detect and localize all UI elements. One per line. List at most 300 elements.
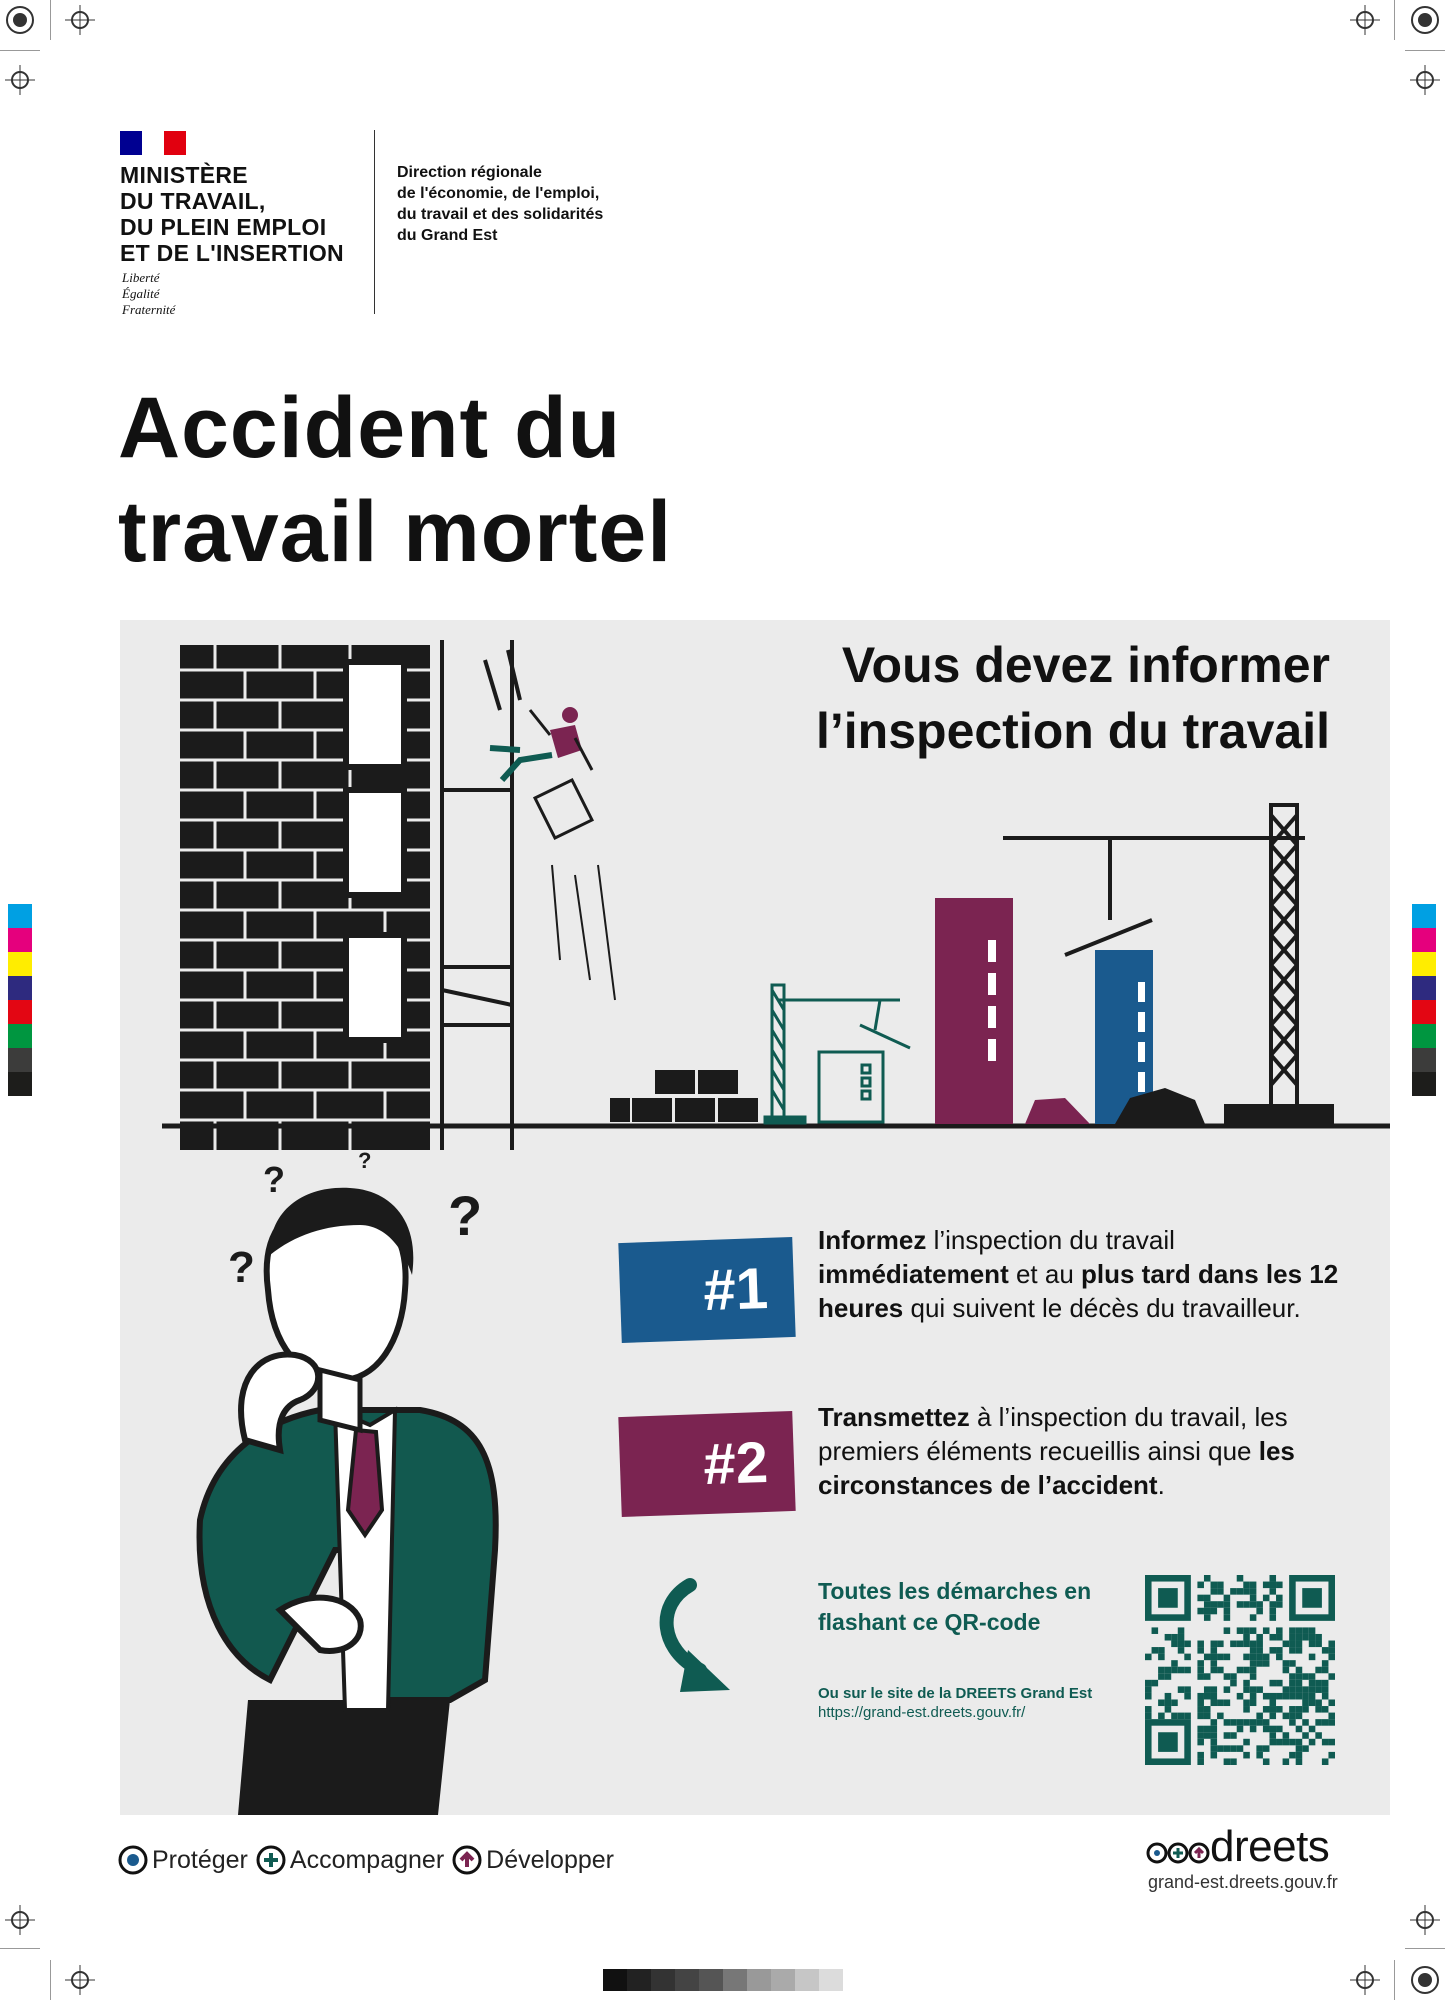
qr-module	[1276, 1726, 1283, 1733]
qr-module	[1322, 1667, 1329, 1674]
qr-module	[1158, 1647, 1165, 1654]
qr-module	[1276, 1680, 1283, 1687]
qr-module	[1263, 1758, 1270, 1765]
qr-module	[1184, 1713, 1191, 1720]
qr-module	[1197, 1673, 1204, 1680]
qr-module	[1322, 1758, 1329, 1765]
qr-module	[1204, 1706, 1211, 1713]
qr-module	[1204, 1608, 1211, 1615]
qr-module	[1243, 1686, 1250, 1693]
qr-module	[1171, 1713, 1178, 1720]
qr-module	[1165, 1706, 1172, 1713]
crop-line	[50, 1960, 51, 2000]
registration-mark-icon	[1350, 1965, 1380, 1995]
qr-module	[1289, 1719, 1296, 1726]
qr-module	[1322, 1739, 1329, 1746]
qr-module	[1197, 1647, 1204, 1654]
qr-module	[1211, 1745, 1218, 1752]
qr-module	[1165, 1634, 1172, 1641]
step-text-bold: plus tard dans les 12 heures	[818, 1259, 1339, 1323]
qr-module	[1289, 1713, 1296, 1720]
qr-module	[1263, 1719, 1270, 1726]
crop-line	[1405, 1948, 1445, 1949]
qr-module	[1315, 1706, 1322, 1713]
qr-module	[1211, 1660, 1218, 1667]
qr-module	[1230, 1745, 1237, 1752]
step-2-text	[818, 1400, 1358, 1502]
qr-module	[1263, 1726, 1270, 1733]
qr-module	[1289, 1641, 1296, 1648]
qr-module	[1243, 1601, 1250, 1608]
qr-module	[1309, 1634, 1316, 1641]
qr-module	[1256, 1686, 1263, 1693]
qr-module	[1328, 1713, 1335, 1720]
crop-line	[1394, 1960, 1395, 2000]
qr-module	[1158, 1667, 1165, 1674]
qr-module	[1145, 1686, 1152, 1693]
site-link[interactable]: https://grand-est.dreets.gouv.fr/	[818, 1704, 1026, 1721]
qr-module	[1230, 1588, 1237, 1595]
qr-module	[1237, 1627, 1244, 1634]
qr-module	[1309, 1673, 1316, 1680]
qr-module	[1276, 1595, 1283, 1602]
qr-module	[1197, 1726, 1204, 1733]
qr-module	[1263, 1595, 1270, 1602]
qr-module	[1302, 1634, 1309, 1641]
qr-module	[1204, 1595, 1211, 1602]
qr-module	[1152, 1680, 1159, 1687]
qr-module	[1250, 1660, 1257, 1667]
brick-wall	[180, 645, 430, 1150]
qr-module	[1237, 1641, 1244, 1648]
qr-module	[1269, 1693, 1276, 1700]
qr-module	[1224, 1686, 1231, 1693]
qr-module	[1276, 1627, 1283, 1634]
qr-module	[1217, 1601, 1224, 1608]
qr-module	[1309, 1654, 1316, 1661]
qr-module	[1283, 1660, 1290, 1667]
qr-module	[1256, 1634, 1263, 1641]
qr-module	[1237, 1667, 1244, 1674]
qr-module	[1263, 1745, 1270, 1752]
color-bar-left	[8, 904, 32, 1096]
qr-module	[1263, 1693, 1270, 1700]
qr-module	[1269, 1732, 1276, 1739]
qr-module	[1230, 1719, 1237, 1726]
qr-module	[1230, 1680, 1237, 1687]
qr-module	[1158, 1654, 1165, 1661]
qr-module	[1296, 1641, 1303, 1648]
step-1-text	[818, 1223, 1358, 1325]
qr-module	[1217, 1588, 1224, 1595]
qr-module	[1322, 1660, 1329, 1667]
qr-module	[1269, 1726, 1276, 1733]
qr-module	[1302, 1706, 1309, 1713]
qr-code[interactable]	[1145, 1575, 1335, 1765]
qr-module	[1204, 1673, 1211, 1680]
crop-line	[50, 0, 51, 40]
crop-line	[1405, 50, 1445, 51]
qr-module	[1204, 1654, 1211, 1661]
qr-module	[1315, 1667, 1322, 1674]
qr-module	[1224, 1654, 1231, 1661]
qr-module	[1302, 1699, 1309, 1706]
qr-module	[1243, 1667, 1250, 1674]
qr-call-to-action: Toutes les démarches en flashant ce QR-code	[818, 1578, 1092, 1635]
qr-module	[1309, 1739, 1316, 1746]
qr-module	[1184, 1693, 1191, 1700]
qr-module	[1322, 1693, 1329, 1700]
qr-module	[1302, 1719, 1309, 1726]
qr-module	[1256, 1641, 1263, 1648]
qr-module	[1283, 1713, 1290, 1720]
qr-module	[1289, 1673, 1296, 1680]
qr-module	[1243, 1699, 1250, 1706]
qr-module	[1211, 1726, 1218, 1733]
qr-module	[1269, 1575, 1276, 1582]
qr-module	[1224, 1608, 1231, 1615]
qr-module	[1197, 1582, 1204, 1589]
qr-finder-center	[1158, 1732, 1178, 1752]
qr-module	[1328, 1739, 1335, 1746]
dreets-url[interactable]: grand-est.dreets.gouv.fr	[1148, 1872, 1338, 1892]
qr-module	[1276, 1739, 1283, 1746]
qr-module	[1309, 1726, 1316, 1733]
qr-module	[1197, 1595, 1204, 1602]
subheading-line: Vous devez informer	[841, 637, 1330, 693]
qr-module	[1230, 1732, 1237, 1739]
qr-module	[1269, 1634, 1276, 1641]
qr-module	[1276, 1601, 1283, 1608]
step-text: .	[1157, 1470, 1165, 1500]
qr-module	[1243, 1739, 1250, 1746]
qr-module	[1243, 1680, 1250, 1687]
block-stack	[610, 1070, 758, 1122]
qr-module	[1204, 1693, 1211, 1700]
qr-module	[1296, 1752, 1303, 1759]
qr-module	[1217, 1667, 1224, 1674]
qr-module	[1243, 1627, 1250, 1634]
qr-module	[1250, 1699, 1257, 1706]
qr-module	[1184, 1667, 1191, 1674]
qr-module	[1328, 1752, 1335, 1759]
qr-module	[1145, 1680, 1152, 1687]
qr-module	[1315, 1641, 1322, 1648]
qr-module	[1276, 1693, 1283, 1700]
qr-module	[1178, 1647, 1185, 1654]
qr-module	[1237, 1719, 1244, 1726]
qr-module	[1302, 1693, 1309, 1700]
qr-module	[1283, 1758, 1290, 1765]
plus-icon	[256, 1845, 286, 1875]
qr-module	[1289, 1627, 1296, 1634]
svg-text:?: ?	[358, 1148, 372, 1173]
qr-module	[1145, 1706, 1152, 1713]
qr-module	[1289, 1706, 1296, 1713]
qr-module	[1283, 1641, 1290, 1648]
qr-module	[1296, 1739, 1303, 1746]
qr-module	[1315, 1686, 1322, 1693]
qr-module	[1230, 1641, 1237, 1648]
qr-module	[1269, 1582, 1276, 1589]
qr-module	[1256, 1719, 1263, 1726]
qr-module	[1204, 1601, 1211, 1608]
qr-module	[1296, 1713, 1303, 1720]
qr-module	[1328, 1641, 1335, 1648]
step-text: et au	[1008, 1259, 1082, 1289]
ministry-line: ET DE L'INSERTION	[120, 240, 344, 266]
dreets-wordmark: dreets	[1210, 1822, 1330, 1871]
republic-motto	[122, 270, 175, 318]
registration-mark-icon	[5, 5, 35, 35]
qr-module	[1158, 1699, 1165, 1706]
step-2-badge	[618, 1411, 795, 1517]
qr-module	[1302, 1627, 1309, 1634]
qr-module	[1283, 1667, 1290, 1674]
qr-module	[1328, 1699, 1335, 1706]
registration-mark-icon	[1410, 5, 1440, 35]
qr-module	[1224, 1719, 1231, 1726]
qr-module	[1250, 1673, 1257, 1680]
step-text-bold: les circonstances de l’accident	[818, 1436, 1295, 1500]
qr-module	[1224, 1745, 1231, 1752]
qr-module	[1171, 1641, 1178, 1648]
qr-module	[1243, 1752, 1250, 1759]
qr-module	[1250, 1719, 1257, 1726]
qr-module	[1243, 1641, 1250, 1648]
qr-module	[1296, 1634, 1303, 1641]
qr-module	[1256, 1745, 1263, 1752]
qr-module	[1296, 1673, 1303, 1680]
qr-module	[1309, 1686, 1316, 1693]
qr-module	[1269, 1739, 1276, 1746]
qr-module	[1263, 1654, 1270, 1661]
qr-module	[1328, 1719, 1335, 1726]
qr-module	[1269, 1699, 1276, 1706]
qr-finder-center	[1302, 1588, 1322, 1608]
qr-module	[1302, 1673, 1309, 1680]
qr-module	[1178, 1634, 1185, 1641]
qr-module	[1283, 1686, 1290, 1693]
qr-module	[1289, 1686, 1296, 1693]
qr-module	[1269, 1588, 1276, 1595]
qr-module	[1158, 1713, 1165, 1720]
qr-module	[1276, 1634, 1283, 1641]
qr-module	[1276, 1706, 1283, 1713]
page-title	[118, 376, 672, 584]
small-crane	[765, 985, 910, 1123]
qr-module	[1197, 1641, 1204, 1648]
qr-module	[1289, 1752, 1296, 1759]
qr-module	[1211, 1699, 1218, 1706]
step-text: à l’inspection du travail, les premiers éléments recueillis ainsi que	[818, 1402, 1288, 1466]
step-text-bold: Informez	[818, 1225, 927, 1255]
qr-module	[1243, 1588, 1250, 1595]
qr-module	[1197, 1693, 1204, 1700]
qr-module	[1211, 1732, 1218, 1739]
qr-module	[1250, 1667, 1257, 1674]
qr-module	[1211, 1752, 1218, 1759]
qr-module	[1256, 1713, 1263, 1720]
qr-module	[1237, 1745, 1244, 1752]
qr-module	[1250, 1641, 1257, 1648]
header-divider	[374, 130, 375, 314]
crop-line	[0, 50, 40, 51]
qr-module	[1322, 1686, 1329, 1693]
step-text: l’inspection du travail	[926, 1225, 1175, 1255]
qr-module	[1243, 1654, 1250, 1661]
qr-module	[1243, 1634, 1250, 1641]
qr-module	[1250, 1693, 1257, 1700]
qr-module	[1269, 1601, 1276, 1608]
qr-module	[1178, 1713, 1185, 1720]
footer-tags	[118, 1845, 622, 1875]
qr-module	[1269, 1713, 1276, 1720]
qr-module	[1211, 1641, 1218, 1648]
qr-module	[1289, 1634, 1296, 1641]
qr-module	[1165, 1673, 1172, 1680]
qr-module	[1296, 1680, 1303, 1687]
qr-module	[1256, 1647, 1263, 1654]
qr-module	[1230, 1758, 1237, 1765]
qr-module	[1197, 1713, 1204, 1720]
qr-module	[1217, 1699, 1224, 1706]
step-1-badge	[618, 1237, 795, 1343]
qr-module	[1315, 1699, 1322, 1706]
qr-module	[1250, 1647, 1257, 1654]
qr-module	[1197, 1758, 1204, 1765]
qr-module	[1250, 1595, 1257, 1602]
qr-module	[1309, 1641, 1316, 1648]
qr-module	[1217, 1654, 1224, 1661]
svg-text:?: ?	[263, 1159, 285, 1200]
qr-module	[1152, 1647, 1159, 1654]
step-text-bold: Transmettez	[818, 1402, 970, 1432]
registration-mark-icon	[1410, 1905, 1440, 1935]
qr-module	[1211, 1608, 1218, 1615]
qr-module	[1296, 1693, 1303, 1700]
qr-module	[1224, 1614, 1231, 1621]
qr-module	[1302, 1732, 1309, 1739]
qr-module	[1296, 1627, 1303, 1634]
qr-module	[1263, 1627, 1270, 1634]
qr-module	[1328, 1654, 1335, 1661]
title-line: Accident du	[118, 380, 622, 476]
direction-line: Direction régionale	[397, 164, 542, 181]
qr-module	[1289, 1680, 1296, 1687]
qr-module	[1211, 1719, 1218, 1726]
qr-module	[1217, 1582, 1224, 1589]
footer-tag-proteger	[118, 1845, 248, 1875]
scaffolding	[442, 640, 520, 1150]
motto-line: Liberté	[122, 270, 160, 285]
qr-module	[1224, 1758, 1231, 1765]
qr-module	[1178, 1627, 1185, 1634]
qr-module	[1263, 1706, 1270, 1713]
motto-line: Fraternité	[122, 302, 176, 317]
registration-mark-icon	[65, 5, 95, 35]
registration-mark-icon	[1410, 1965, 1440, 1995]
qr-module	[1302, 1686, 1309, 1693]
qr-module	[1211, 1654, 1218, 1661]
qr-module	[1250, 1686, 1257, 1693]
qr-finder-center	[1158, 1588, 1178, 1608]
site-label: Ou sur le site de la DREETS Grand Est	[818, 1685, 1093, 1702]
qr-module	[1204, 1614, 1211, 1621]
qr-module	[1145, 1713, 1152, 1720]
qr-module	[1243, 1582, 1250, 1589]
qr-module	[1315, 1680, 1322, 1687]
qr-module	[1309, 1693, 1316, 1700]
ministry-line: DU PLEIN EMPLOI	[120, 214, 327, 240]
title-line: travail mortel	[118, 484, 673, 580]
qr-module	[1204, 1726, 1211, 1733]
qr-module	[1296, 1758, 1303, 1765]
step-2-badge-label: #2	[702, 1429, 770, 1497]
qr-module	[1152, 1627, 1159, 1634]
qr-module	[1269, 1647, 1276, 1654]
qr-module	[1269, 1680, 1276, 1687]
qr-module	[1197, 1608, 1204, 1615]
qr-module	[1276, 1654, 1283, 1661]
qr-module	[1224, 1699, 1231, 1706]
qr-module	[1256, 1660, 1263, 1667]
step-text-bold: immédiatement	[818, 1259, 1009, 1289]
qr-module	[1211, 1739, 1218, 1746]
subheading	[760, 632, 1330, 764]
qr-module	[1237, 1575, 1244, 1582]
qr-module	[1309, 1699, 1316, 1706]
qr-module	[1197, 1739, 1204, 1746]
qr-module	[1237, 1693, 1244, 1700]
qr-module	[1315, 1634, 1322, 1641]
qr-module	[1178, 1667, 1185, 1674]
qr-module	[1230, 1673, 1237, 1680]
qr-module	[1315, 1732, 1322, 1739]
qr-module	[1250, 1614, 1257, 1621]
qr-module	[1211, 1647, 1218, 1654]
qr-module	[1250, 1588, 1257, 1595]
subheading-line: l’inspection du travail	[816, 703, 1330, 759]
step-text: qui suivent le décès du travailleur.	[903, 1293, 1301, 1323]
qr-module	[1296, 1726, 1303, 1733]
purple-building	[935, 898, 1013, 1124]
ministry-name	[120, 162, 344, 266]
qr-module	[1243, 1719, 1250, 1726]
ministry-line: DU TRAVAIL,	[120, 188, 266, 214]
qr-module	[1178, 1686, 1185, 1693]
qr-module	[1296, 1745, 1303, 1752]
qr-module	[1309, 1627, 1316, 1634]
footer-tag-accompagner	[256, 1845, 444, 1875]
qr-module	[1302, 1745, 1309, 1752]
qr-module	[1256, 1608, 1263, 1615]
qr-module	[1328, 1673, 1335, 1680]
direction-name	[397, 162, 603, 246]
qr-module	[1250, 1601, 1257, 1608]
svg-text:?: ?	[228, 1243, 255, 1292]
crane-base	[1224, 1104, 1334, 1124]
registration-mark-icon	[5, 1905, 35, 1935]
qr-module	[1289, 1693, 1296, 1700]
qr-module	[1289, 1647, 1296, 1654]
qr-module	[1171, 1667, 1178, 1674]
qr-module	[1165, 1699, 1172, 1706]
qr-module	[1289, 1739, 1296, 1746]
qr-module	[1224, 1601, 1231, 1608]
qr-module	[1250, 1627, 1257, 1634]
qr-module	[1158, 1673, 1165, 1680]
